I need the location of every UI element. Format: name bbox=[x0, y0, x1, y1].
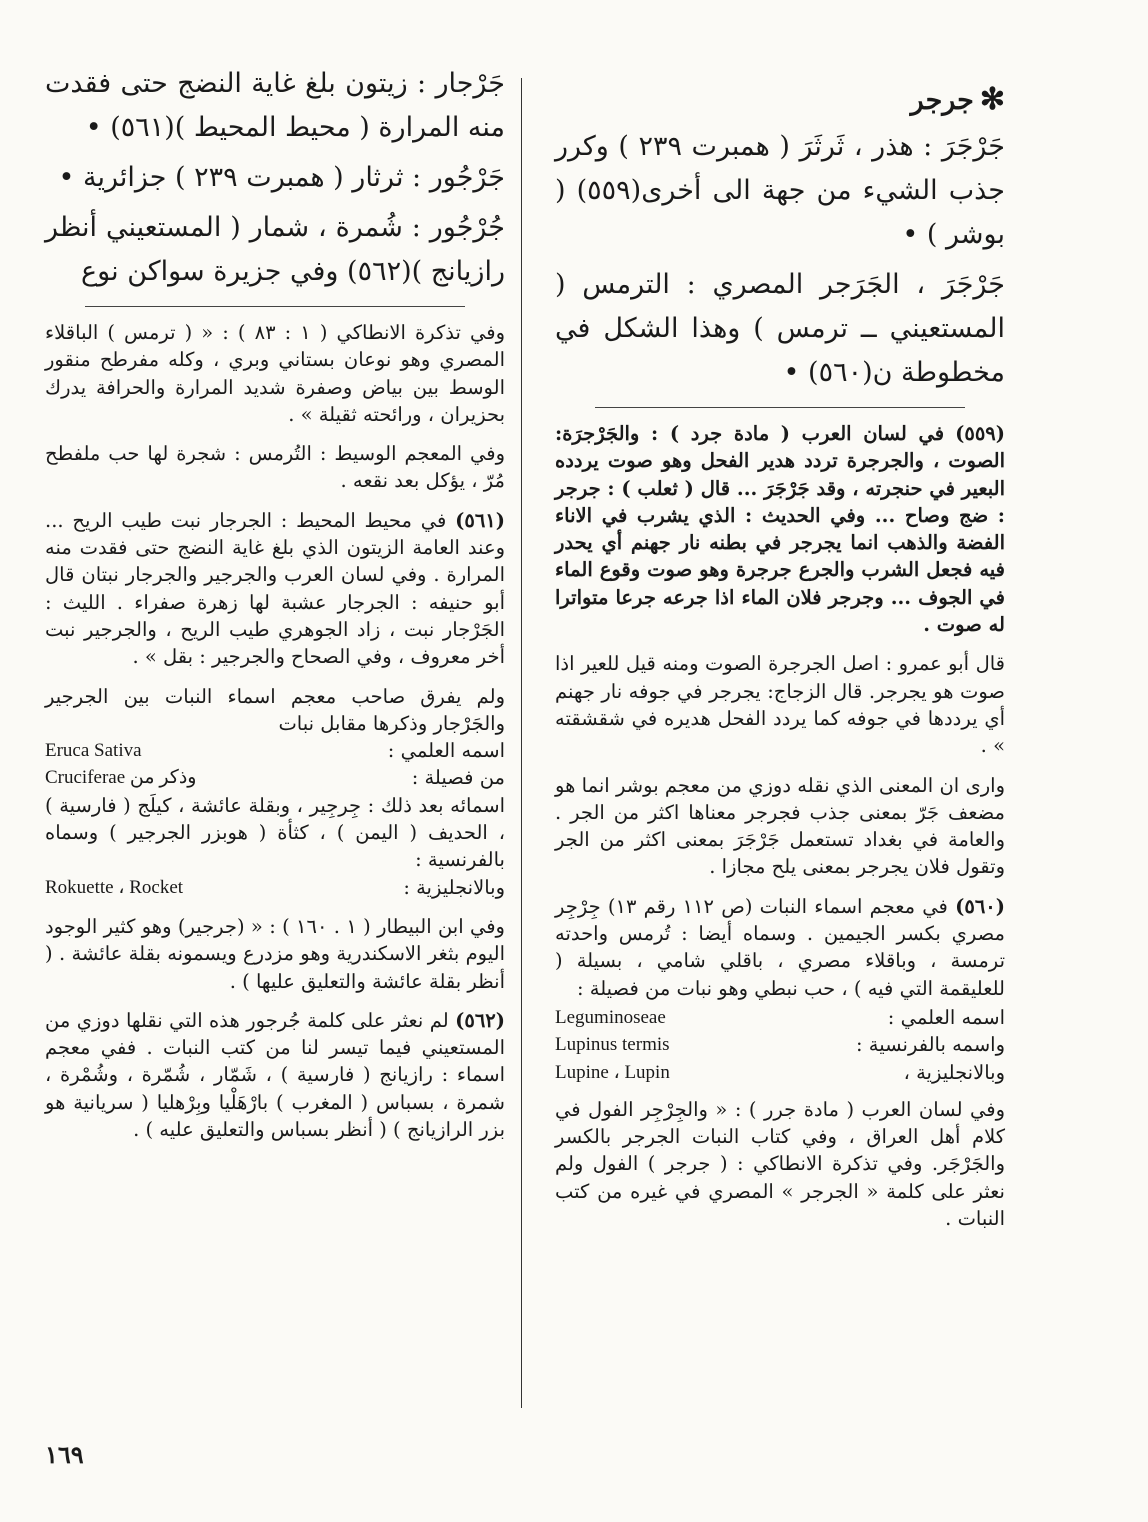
footnote-number: (٥٦١) bbox=[455, 508, 505, 532]
latin-names bbox=[555, 1004, 1005, 1086]
latin-label: وبالانجليزية ، bbox=[903, 1060, 1005, 1084]
page-number: ١٦٩ bbox=[45, 1440, 84, 1469]
left-column bbox=[45, 62, 505, 1155]
latin-label: واسمه بالفرنسية : bbox=[856, 1033, 1005, 1057]
latin-name: Cruciferae وذكر من bbox=[45, 767, 197, 789]
column-divider bbox=[521, 78, 522, 1408]
latin-row bbox=[555, 1004, 1005, 1031]
entry-text: جَرْجُور : ثرثار ( همبرت ٢٣٩ ) جزائرية • bbox=[58, 162, 505, 193]
footnote: ولم يفرق صاحب معجم اسماء النبات بين الجرجير والجَرْجار وذكرها مقابل نبات bbox=[45, 684, 505, 735]
footnote: وفي المعجم الوسيط : التُرمس : شجرة لها حب ملفطح مُرّ ، يؤكل بعد نقعه . bbox=[45, 442, 505, 493]
footnote-rule bbox=[85, 306, 465, 307]
footnote bbox=[555, 893, 1005, 1002]
footnote-text: لم نعثر على كلمة جُرجور هذه التي نقلها دوزي من المستعيني فيما تيسر لنا من كتب النبات . ففي معجم اسماء : رازيانج ( فارسية ) ، شَمّار ، شُمّرة ، وشُمْرة ، شمرة ، بسباس ( المغرب ) بارْهَلْيا وبِرْهليا ( سريانية هو بزر الرازيانج ) ( أنظر بسباس والتعليق عليه ) . bbox=[45, 1008, 505, 1142]
footnote-text: في لسان العرب ( مادة جرد ) : والجَرْجرَة: الصوت ، والجرجرة تردد هدير الفحل وهو صوت يردده البعير في حنجرته ، وقد جَرْجَرَ ... قال ( ثعلب ) : جرجر : ضج وصاح ... وفي الحديث : الذي يشرب في الاناء الفضة والذهب انما يجرجر في بطنه نار جهنم أي يحدر فيه فجعل الشرب والجرع جرجرة وهو صوت وقوع الماء في الجوف ... وجرجر فلان الماء اذا جرعه جرعا متواترا له صوت . bbox=[555, 422, 1005, 637]
entry-text: جَرْجَرَ : هذر ، ثَرثَرَ ( همبرت ٢٣٩ ) وكرر جذب الشيء من جهة الى أخرى(٥٥٩) ( بوشر ) • bbox=[555, 131, 1005, 250]
entry-text: جَرْجار : زيتون بلغ غاية النضج حتى فقدت منه المرارة ( محيط المحيط )(٥٦١) • bbox=[45, 68, 505, 143]
footnote: وفي ابن البيطار ( ١ . ١٦٠ ) : « (جرجير) وهو كثير الوجود اليوم بثغر الاسكندرية وهو مزدرع ويسمونه بقلة عائشة . ( أنظر بقلة عائشة والتعليق عليها ) . bbox=[45, 914, 505, 993]
footnote bbox=[555, 420, 1005, 638]
latin-name: Lupinus termis bbox=[555, 1034, 670, 1056]
footnote bbox=[45, 1007, 505, 1143]
footnote: اسمائه بعد ذلك : جِرجِير ، وبقلة عائشة ، كيلَج ( فارسية ) ، الحديف ( اليمن ) ، كثأة ( هوبزر الجرجير ) وسماه بالفرنسية : bbox=[45, 793, 505, 872]
latin-label: وبالانجليزية : bbox=[403, 875, 505, 899]
footnote-number: (٥٦٢) bbox=[455, 1008, 505, 1032]
footnote: وارى ان المعنى الذي نقله دوزي من معجم بوشر انما هو مضعف جَرّ بمعنى جذب فجرجر معناها اكثر من الجر . والعامة في بغداد تستعمل جَرْجَرَ بمعنى اكثر من الجر وتقول فلان يجرجر بمعنى يلح مجازا . bbox=[555, 773, 1005, 879]
latin-name: Leguminoseae bbox=[555, 1006, 666, 1028]
latin-name: Eruca Sativa bbox=[45, 740, 142, 762]
latin-names bbox=[45, 874, 505, 901]
latin-name: Lupine ، Lupin bbox=[555, 1061, 670, 1083]
headword: جرجر bbox=[910, 85, 974, 116]
footnote-text: في معجم اسماء النبات (ص ١١٢ رقم ١٣) جِرْجِر مصري بكسر الجيمين . وسماه أيضا : تُرمس واحدته ترمسة ، وباقلاء مصري ، باقلي شامي ، بسيلة ( للعليقمة التي فيه ) ، حب نبطي وهو نبات من فصيلة : bbox=[555, 894, 1005, 1000]
asterisk-icon: ✻ bbox=[979, 82, 1005, 117]
footnote-number: (٥٦٠) bbox=[955, 894, 1005, 918]
footnote-rule bbox=[595, 407, 965, 408]
latin-label: اسمه العلمي : bbox=[887, 1005, 1005, 1029]
latin-label: اسمه العلمي : bbox=[387, 739, 505, 763]
latin-row bbox=[45, 764, 505, 791]
entry-heading bbox=[555, 80, 1005, 121]
latin-row bbox=[45, 874, 505, 901]
latin-label: من فصيلة : bbox=[411, 766, 505, 790]
footnote bbox=[45, 507, 505, 671]
entry-text: جُرْجُور : شُمرة ، شمار ( المستعيني أنظر رازيانج )(٥٦٢) وفي جزيرة سواكن نوع bbox=[45, 212, 505, 287]
latin-row bbox=[45, 737, 505, 764]
footnote: وفي لسان العرب ( مادة جرر ) : « والجِرْجِر الفول في كلام أهل العراق ، وفي كتاب النبات الجرجر بالكسر والجَرْجَر. وفي تذكرة الانطاكي : ( جرجر ) الفول ولم نعثر على كلمة « الجرجر » المصري في غيره من كتب النبات . bbox=[555, 1097, 1005, 1231]
latin-row bbox=[555, 1031, 1005, 1058]
footnote: قال أبو عمرو : اصل الجرجرة الصوت ومنه قيل للعير اذا صوت هو يجرجر. قال الزجاج: يجرجر في جوفه نار جهنم أي يرددها في جوفه كما يردد الفحل هديره في شقشقته » . bbox=[555, 652, 1005, 758]
footnote: وفي تذكرة الانطاكي ( ١ : ٨٣ ) : « ( ترمس ) الباقلاء المصري وهو نوعان بستاني وبري ، وكله مفرطح منقور الوسط بين بياض وصفرة شديد المرارة والحرافة يدرك بحزيران ، ورائحته ثقيلة » . bbox=[45, 321, 506, 426]
latin-row bbox=[555, 1059, 1005, 1086]
latin-names bbox=[45, 737, 505, 792]
right-column bbox=[555, 80, 1005, 1244]
footnote-text: في محيط المحيط : الجرجار نبت طيب الريح ... وعند العامة الزيتون الذي بلغ غاية النضج حتى فقدت منه المرارة . وفي لسان العرب والجرجير والجرجار نبتان قال أبو حنيفه : الجرجار عشبة لها زهرة صفراء . الليث : الجَرْجار نبت ، زاد الجوهري طيب الريح ، والجرجير نبت أخر معروف ، وفي الصحاح والجرجير : بقل » . bbox=[45, 508, 505, 669]
latin-name: Rokuette ، Rocket bbox=[45, 876, 184, 898]
footnote-number: (٥٥٩) bbox=[955, 422, 1005, 445]
entry-text: جَرْجَرَ ، الجَرَجر المصري : الترمس ( المستعيني ــ ترمس ) وهذا الشكل في مخطوطة ن(٥٦٠) • bbox=[555, 269, 1005, 388]
